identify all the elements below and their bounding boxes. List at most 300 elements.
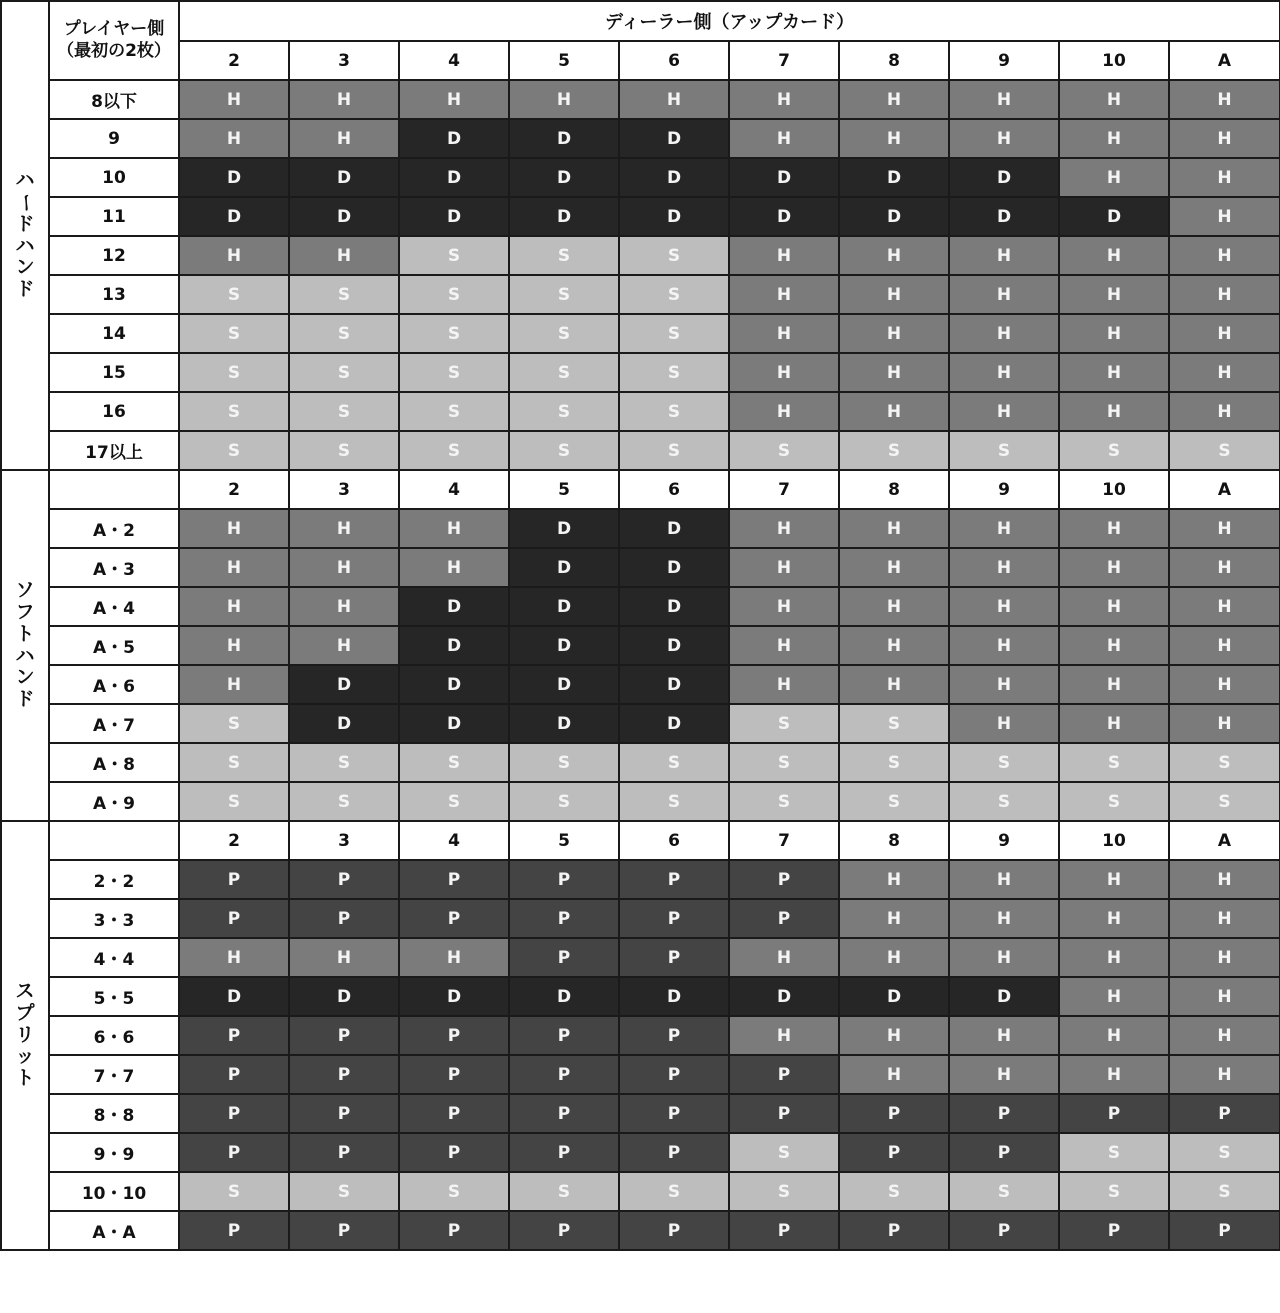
- action-cell: S: [619, 782, 729, 821]
- action-cell: H: [729, 314, 839, 353]
- action-cell: H: [399, 548, 509, 587]
- action-cell: P: [509, 1133, 619, 1172]
- dealer-card-10: 10: [1059, 821, 1169, 860]
- table-row: [1, 314, 1280, 353]
- action-cell: S: [949, 743, 1059, 782]
- action-cell: P: [619, 899, 729, 938]
- player-hand-label: 8・8: [49, 1094, 179, 1133]
- action-cell: S: [399, 431, 509, 470]
- action-cell: D: [399, 665, 509, 704]
- action-cell: H: [949, 938, 1059, 977]
- section-label-char: ン: [15, 666, 35, 689]
- action-cell: D: [619, 626, 729, 665]
- action-cell: S: [619, 275, 729, 314]
- section-label-char: ハ: [15, 234, 35, 257]
- action-cell: D: [509, 704, 619, 743]
- action-cell: P: [179, 1094, 289, 1133]
- dealer-card-row: [1, 41, 1280, 80]
- action-cell: P: [399, 899, 509, 938]
- action-cell: H: [179, 665, 289, 704]
- action-cell: S: [289, 275, 399, 314]
- action-cell: S: [399, 392, 509, 431]
- action-cell: H: [1169, 314, 1280, 353]
- action-cell: H: [1059, 1055, 1169, 1094]
- action-cell: P: [179, 899, 289, 938]
- action-cell: P: [509, 1094, 619, 1133]
- action-cell: H: [839, 353, 949, 392]
- dealer-card-6: 6: [619, 41, 729, 80]
- action-cell: D: [839, 197, 949, 236]
- action-cell: D: [179, 158, 289, 197]
- section-label-text: [2, 580, 48, 711]
- table-row: [1, 392, 1280, 431]
- dealer-card-5: 5: [509, 470, 619, 509]
- section-label-char: ド: [15, 688, 35, 711]
- player-hand-label: A・A: [49, 1211, 179, 1250]
- action-cell: P: [179, 1133, 289, 1172]
- action-cell: S: [729, 431, 839, 470]
- action-cell: H: [839, 1055, 949, 1094]
- action-cell: P: [729, 1055, 839, 1094]
- action-cell: S: [179, 392, 289, 431]
- action-cell: H: [289, 548, 399, 587]
- dealer-card-a: A: [1169, 470, 1280, 509]
- player-hand-label: 13: [49, 275, 179, 314]
- action-cell: H: [839, 548, 949, 587]
- action-cell: H: [1169, 704, 1280, 743]
- action-cell: P: [509, 860, 619, 899]
- action-cell: H: [1059, 119, 1169, 158]
- dealer-card-9: 9: [949, 821, 1059, 860]
- action-cell: H: [179, 80, 289, 119]
- section-label-char: ド: [15, 278, 35, 301]
- player-hand-label: A・9: [49, 782, 179, 821]
- action-cell: H: [949, 587, 1059, 626]
- table-row: [1, 977, 1280, 1016]
- section-label-char: プ: [15, 1001, 35, 1024]
- action-cell: P: [179, 860, 289, 899]
- table-row: [1, 275, 1280, 314]
- action-cell: S: [179, 275, 289, 314]
- action-cell: P: [289, 860, 399, 899]
- action-cell: S: [399, 314, 509, 353]
- action-cell: S: [179, 314, 289, 353]
- action-cell: S: [1169, 782, 1280, 821]
- dealer-card-5: 5: [509, 821, 619, 860]
- action-cell: H: [1169, 236, 1280, 275]
- section-label-split: [1, 821, 49, 1250]
- dealer-card-9: 9: [949, 41, 1059, 80]
- table-row: [1, 80, 1280, 119]
- action-cell: D: [509, 548, 619, 587]
- action-cell: S: [729, 782, 839, 821]
- player-hand-label: A・3: [49, 548, 179, 587]
- action-cell: S: [949, 1172, 1059, 1211]
- action-cell: H: [1059, 860, 1169, 899]
- action-cell: H: [289, 626, 399, 665]
- table-row: [1, 743, 1280, 782]
- player-hand-label: 2・2: [49, 860, 179, 899]
- action-cell: S: [509, 782, 619, 821]
- action-cell: P: [179, 1016, 289, 1055]
- table-row: [1, 938, 1280, 977]
- dealer-card-2: 2: [179, 41, 289, 80]
- action-cell: H: [839, 392, 949, 431]
- dealer-card-2: 2: [179, 821, 289, 860]
- action-cell: H: [839, 119, 949, 158]
- action-cell: H: [949, 275, 1059, 314]
- section-header-row: [1, 470, 1280, 509]
- action-cell: S: [1169, 1133, 1280, 1172]
- section-label-soft: [1, 470, 49, 821]
- action-cell: S: [509, 431, 619, 470]
- action-cell: H: [949, 509, 1059, 548]
- section-label-char: ッ: [15, 1045, 35, 1068]
- action-cell: P: [399, 860, 509, 899]
- action-cell: P: [619, 1016, 729, 1055]
- table-row: [1, 548, 1280, 587]
- action-cell: H: [839, 860, 949, 899]
- action-cell: H: [179, 938, 289, 977]
- dealer-card-7: 7: [729, 41, 839, 80]
- action-cell: D: [619, 509, 729, 548]
- dealer-card-3: 3: [289, 41, 399, 80]
- action-cell: P: [729, 1211, 839, 1250]
- table-row: [1, 899, 1280, 938]
- action-cell: D: [619, 587, 729, 626]
- action-cell: H: [289, 80, 399, 119]
- action-cell: H: [1169, 938, 1280, 977]
- action-cell: H: [949, 899, 1059, 938]
- action-cell: P: [949, 1094, 1059, 1133]
- section-header-blank: [49, 470, 179, 509]
- action-cell: D: [619, 197, 729, 236]
- action-cell: H: [289, 509, 399, 548]
- table-row: [1, 626, 1280, 665]
- action-cell: P: [179, 1211, 289, 1250]
- action-cell: S: [839, 782, 949, 821]
- dealer-card-4: 4: [399, 41, 509, 80]
- player-hand-label: 5・5: [49, 977, 179, 1016]
- action-cell: S: [619, 392, 729, 431]
- section-label-char: ー: [14, 193, 37, 213]
- action-cell: H: [1169, 860, 1280, 899]
- action-cell: H: [1169, 353, 1280, 392]
- action-cell: H: [949, 665, 1059, 704]
- player-hand-label: 9: [49, 119, 179, 158]
- action-cell: P: [619, 938, 729, 977]
- action-cell: P: [399, 1016, 509, 1055]
- player-hand-label: 16: [49, 392, 179, 431]
- action-cell: H: [1169, 158, 1280, 197]
- action-cell: S: [1059, 1133, 1169, 1172]
- action-cell: S: [289, 1172, 399, 1211]
- action-cell: P: [399, 1211, 509, 1250]
- action-cell: P: [839, 1211, 949, 1250]
- action-cell: H: [949, 1016, 1059, 1055]
- section-label-hard: [1, 1, 49, 470]
- action-cell: H: [949, 314, 1059, 353]
- section-label-text: [2, 170, 48, 301]
- dealer-card-10: 10: [1059, 470, 1169, 509]
- dealer-card-5: 5: [509, 41, 619, 80]
- action-cell: D: [729, 158, 839, 197]
- table-row: [1, 782, 1280, 821]
- action-cell: S: [949, 431, 1059, 470]
- action-cell: P: [289, 1055, 399, 1094]
- action-cell: S: [949, 782, 1059, 821]
- section-label-char: ソ: [15, 578, 35, 601]
- action-cell: S: [179, 782, 289, 821]
- action-cell: S: [1059, 1172, 1169, 1211]
- action-cell: H: [1059, 704, 1169, 743]
- action-cell: H: [839, 665, 949, 704]
- action-cell: D: [509, 665, 619, 704]
- action-cell: S: [729, 1133, 839, 1172]
- action-cell: H: [729, 587, 839, 626]
- action-cell: H: [1059, 587, 1169, 626]
- action-cell: D: [399, 197, 509, 236]
- table-row: [1, 509, 1280, 548]
- table-row: [1, 119, 1280, 158]
- player-hand-label: A・8: [49, 743, 179, 782]
- action-cell: D: [509, 509, 619, 548]
- action-cell: S: [1169, 743, 1280, 782]
- action-cell: H: [1059, 509, 1169, 548]
- section-label-char: ド: [15, 212, 35, 235]
- section-header-blank: [49, 821, 179, 860]
- action-cell: S: [399, 275, 509, 314]
- action-cell: D: [619, 158, 729, 197]
- action-cell: H: [1059, 275, 1169, 314]
- action-cell: P: [289, 1016, 399, 1055]
- action-cell: P: [619, 1055, 729, 1094]
- action-cell: H: [289, 587, 399, 626]
- player-hand-label: 3・3: [49, 899, 179, 938]
- action-cell: H: [839, 236, 949, 275]
- section-label-char: ハ: [15, 644, 35, 667]
- dealer-card-10: 10: [1059, 41, 1169, 80]
- action-cell: H: [1169, 626, 1280, 665]
- action-cell: S: [619, 314, 729, 353]
- action-cell: S: [509, 392, 619, 431]
- dealer-card-a: A: [1169, 41, 1280, 80]
- section-label-char: フ: [15, 600, 35, 623]
- action-cell: H: [949, 548, 1059, 587]
- action-cell: S: [179, 1172, 289, 1211]
- action-cell: S: [619, 1172, 729, 1211]
- action-cell: S: [839, 704, 949, 743]
- action-cell: D: [619, 704, 729, 743]
- dealer-card-3: 3: [289, 470, 399, 509]
- action-cell: D: [949, 197, 1059, 236]
- action-cell: H: [949, 704, 1059, 743]
- action-cell: S: [289, 431, 399, 470]
- player-hand-label: A・5: [49, 626, 179, 665]
- player-hand-label: 12: [49, 236, 179, 275]
- table-row: [1, 1211, 1280, 1250]
- action-cell: H: [509, 80, 619, 119]
- action-cell: H: [1169, 1055, 1280, 1094]
- table-row: [1, 1133, 1280, 1172]
- player-hand-label: 15: [49, 353, 179, 392]
- action-cell: H: [289, 236, 399, 275]
- action-cell: S: [289, 353, 399, 392]
- action-cell: H: [839, 314, 949, 353]
- action-cell: P: [729, 1094, 839, 1133]
- player-side-sublabel: （最初の2枚）: [57, 40, 171, 61]
- action-cell: H: [729, 275, 839, 314]
- table-row: [1, 431, 1280, 470]
- action-cell: D: [509, 158, 619, 197]
- action-cell: H: [949, 626, 1059, 665]
- action-cell: D: [509, 587, 619, 626]
- action-cell: D: [509, 626, 619, 665]
- action-cell: H: [1059, 665, 1169, 704]
- player-hand-label: A・7: [49, 704, 179, 743]
- action-cell: S: [509, 743, 619, 782]
- player-hand-label: 10: [49, 158, 179, 197]
- player-side-header: [49, 1, 179, 80]
- action-cell: P: [289, 1133, 399, 1172]
- action-cell: D: [179, 197, 289, 236]
- action-cell: H: [839, 80, 949, 119]
- action-cell: P: [399, 1055, 509, 1094]
- dealer-card-a: A: [1169, 821, 1280, 860]
- section-label-char: ハ: [15, 168, 35, 191]
- action-cell: H: [1169, 1016, 1280, 1055]
- player-hand-label: 7・7: [49, 1055, 179, 1094]
- action-cell: H: [729, 626, 839, 665]
- section-label-char: リ: [15, 1023, 35, 1046]
- action-cell: H: [619, 80, 729, 119]
- action-cell: H: [1169, 275, 1280, 314]
- action-cell: H: [839, 938, 949, 977]
- action-cell: D: [729, 977, 839, 1016]
- action-cell: P: [619, 1211, 729, 1250]
- action-cell: P: [399, 1094, 509, 1133]
- action-cell: S: [289, 743, 399, 782]
- action-cell: D: [289, 665, 399, 704]
- action-cell: H: [729, 665, 839, 704]
- action-cell: H: [949, 80, 1059, 119]
- action-cell: H: [1169, 197, 1280, 236]
- action-cell: H: [729, 236, 839, 275]
- action-cell: S: [179, 704, 289, 743]
- action-cell: D: [619, 977, 729, 1016]
- action-cell: P: [289, 1094, 399, 1133]
- action-cell: S: [509, 314, 619, 353]
- section-label-char: ト: [15, 1067, 35, 1090]
- action-cell: H: [179, 236, 289, 275]
- table-row: [1, 236, 1280, 275]
- action-cell: S: [839, 743, 949, 782]
- dealer-card-8: 8: [839, 41, 949, 80]
- player-hand-label: 10・10: [49, 1172, 179, 1211]
- table-row: [1, 1055, 1280, 1094]
- action-cell: D: [839, 977, 949, 1016]
- action-cell: H: [1059, 938, 1169, 977]
- action-cell: P: [839, 1133, 949, 1172]
- action-cell: D: [619, 119, 729, 158]
- action-cell: P: [729, 899, 839, 938]
- action-cell: H: [1169, 665, 1280, 704]
- action-cell: H: [729, 1016, 839, 1055]
- action-cell: H: [289, 119, 399, 158]
- table-row: [1, 1094, 1280, 1133]
- action-cell: P: [619, 860, 729, 899]
- action-cell: H: [1169, 80, 1280, 119]
- section-header-row: [1, 821, 1280, 860]
- action-cell: H: [1059, 80, 1169, 119]
- action-cell: H: [949, 860, 1059, 899]
- dealer-card-6: 6: [619, 470, 729, 509]
- table-row: [1, 353, 1280, 392]
- action-cell: P: [729, 860, 839, 899]
- action-cell: P: [619, 1133, 729, 1172]
- action-cell: H: [839, 899, 949, 938]
- action-cell: H: [839, 587, 949, 626]
- action-cell: S: [1169, 1172, 1280, 1211]
- action-cell: P: [289, 1211, 399, 1250]
- action-cell: H: [839, 275, 949, 314]
- action-cell: H: [839, 626, 949, 665]
- section-label-text: [2, 981, 48, 1090]
- action-cell: H: [729, 548, 839, 587]
- action-cell: P: [509, 899, 619, 938]
- action-cell: H: [179, 548, 289, 587]
- action-cell: S: [839, 1172, 949, 1211]
- player-side-label: プレイヤー側: [63, 19, 165, 40]
- action-cell: H: [179, 587, 289, 626]
- action-cell: D: [399, 158, 509, 197]
- player-hand-label: 9・9: [49, 1133, 179, 1172]
- action-cell: S: [839, 431, 949, 470]
- player-hand-label: A・2: [49, 509, 179, 548]
- action-cell: H: [949, 236, 1059, 275]
- action-cell: H: [1169, 392, 1280, 431]
- action-cell: H: [179, 509, 289, 548]
- action-cell: H: [729, 392, 839, 431]
- action-cell: S: [399, 353, 509, 392]
- action-cell: D: [729, 197, 839, 236]
- action-cell: P: [949, 1133, 1059, 1172]
- action-cell: D: [399, 704, 509, 743]
- action-cell: D: [619, 665, 729, 704]
- dealer-card-8: 8: [839, 470, 949, 509]
- table-row: [1, 587, 1280, 626]
- player-hand-label: 6・6: [49, 1016, 179, 1055]
- action-cell: S: [729, 704, 839, 743]
- action-cell: S: [289, 392, 399, 431]
- action-cell: H: [179, 119, 289, 158]
- action-cell: H: [729, 509, 839, 548]
- action-cell: S: [619, 236, 729, 275]
- table-row: [1, 158, 1280, 197]
- action-cell: P: [619, 1094, 729, 1133]
- action-cell: S: [1059, 743, 1169, 782]
- action-cell: H: [1169, 119, 1280, 158]
- action-cell: H: [949, 119, 1059, 158]
- action-cell: D: [509, 197, 619, 236]
- action-cell: P: [1059, 1094, 1169, 1133]
- action-cell: H: [1059, 626, 1169, 665]
- player-hand-label: 4・4: [49, 938, 179, 977]
- table-body: [1, 1, 1280, 1250]
- action-cell: S: [729, 743, 839, 782]
- action-cell: H: [1169, 509, 1280, 548]
- dealer-card-6: 6: [619, 821, 729, 860]
